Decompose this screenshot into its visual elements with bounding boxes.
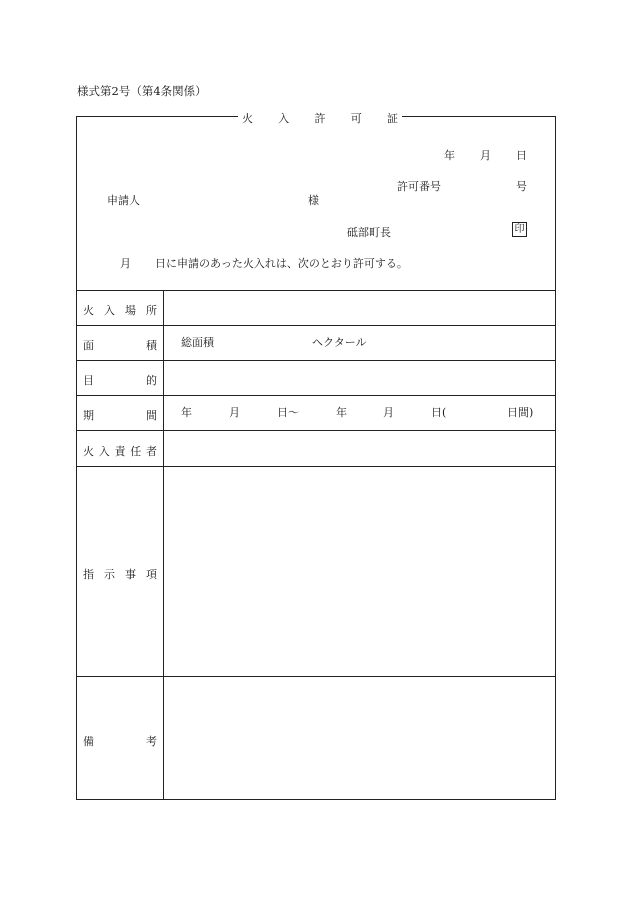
- area-total-label: 総面積: [181, 336, 214, 349]
- applicant-honorific: 様: [308, 194, 319, 207]
- location-label: 火 入 場 所: [83, 304, 157, 317]
- responsible-label: 火 入 責 任 者: [83, 445, 157, 458]
- period-year-start: 年: [181, 406, 192, 419]
- period-year-end: 年: [336, 406, 347, 419]
- divider: [76, 466, 556, 467]
- title-char: 証: [387, 112, 398, 125]
- area-label: 面 積: [83, 339, 157, 352]
- title-char: 火: [242, 112, 253, 125]
- area-unit: ヘクタール: [312, 336, 367, 349]
- period-month-start: 月: [229, 406, 240, 419]
- permit-number-suffix: 号: [516, 180, 527, 193]
- period-month-end: 月: [383, 406, 394, 419]
- period-day-end: 日(: [431, 406, 447, 419]
- issuer-name: 砥部町長: [347, 226, 391, 239]
- statement-month: 月: [120, 257, 131, 270]
- date-day: 日: [516, 149, 527, 162]
- date-month: 月: [480, 149, 491, 162]
- title-char: 入: [278, 112, 290, 125]
- seal-mark: 印: [512, 222, 527, 237]
- instructions-label: 指 示 事 項: [83, 568, 157, 581]
- purpose-label: 目 的: [83, 374, 157, 387]
- divider: [76, 290, 556, 291]
- column-divider: [163, 290, 164, 800]
- divider: [76, 676, 556, 677]
- date-year: 年: [444, 149, 455, 162]
- divider: [76, 395, 556, 396]
- title-char: 許: [314, 112, 326, 125]
- period-days: 日間): [507, 406, 534, 419]
- period-day-start: 日～: [277, 406, 299, 419]
- statement-text: 日に申請のあった火入れは、次のとおり許可する。: [155, 257, 408, 270]
- remarks-label: 備 考: [83, 735, 157, 748]
- form-label: 様式第2号（第4条関係）: [77, 84, 207, 98]
- document-title: [238, 110, 402, 126]
- title-char: 可: [350, 112, 362, 125]
- applicant-label: 申請人: [107, 194, 140, 207]
- divider: [76, 430, 556, 431]
- divider: [76, 325, 556, 326]
- permit-number-label: 許可番号: [397, 180, 441, 193]
- divider: [76, 360, 556, 361]
- period-label: 期 間: [83, 409, 157, 422]
